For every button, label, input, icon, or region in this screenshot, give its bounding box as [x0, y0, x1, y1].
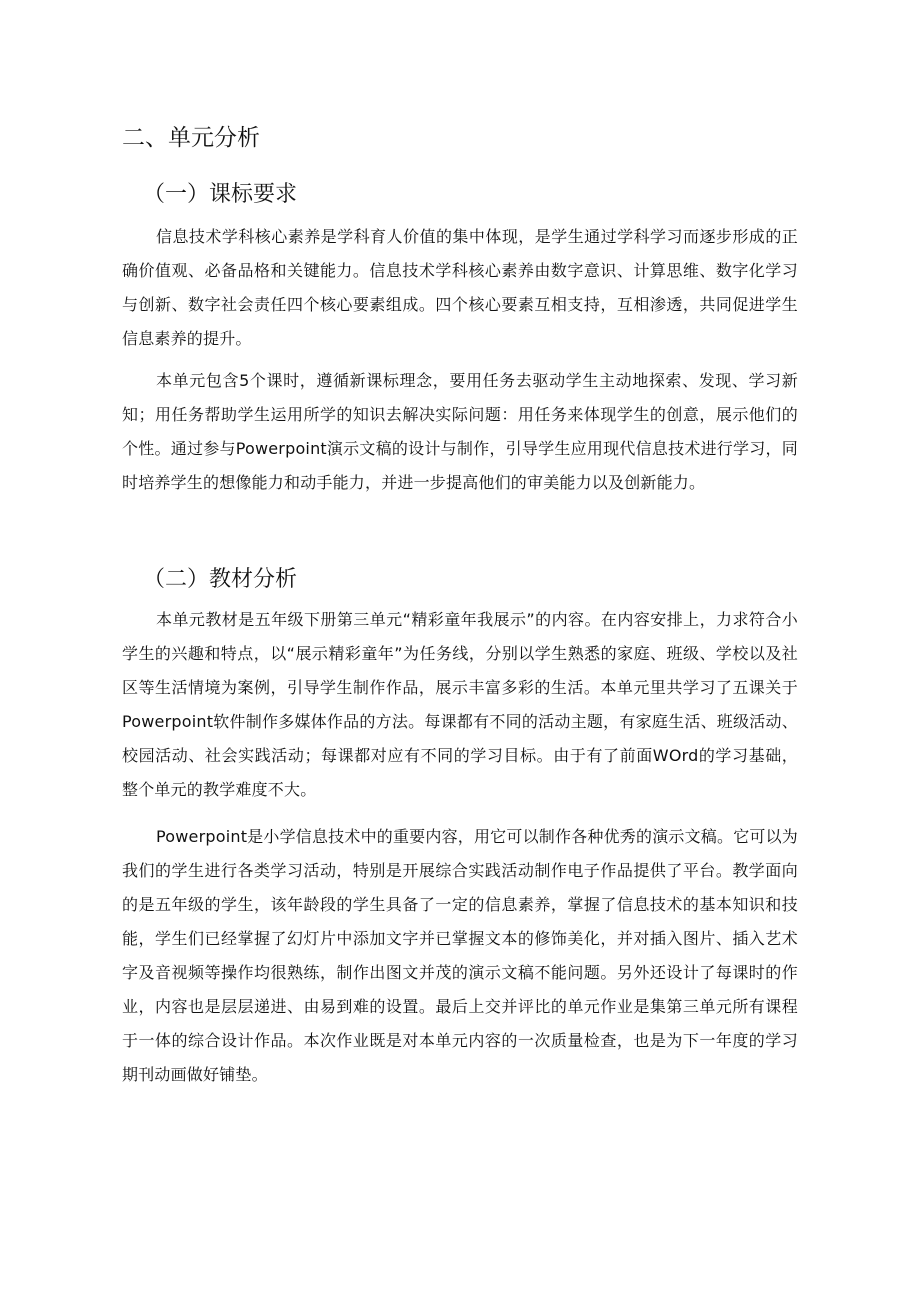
- paragraph: Powerpoint是小学信息技术中的重要内容，用它可以制作各种优秀的演示文稿。它可以为我们的学生进行各类学习活动，特别是开展综合实践活动制作电子作品提供了平台。教学面向的是五年级的学生，该年龄段的学生具备了一定的信息素养，掌握了信息技术的基本知识和技能，学生们已经掌握了幻灯片中添加文字并已掌握文本的修饰美化，并对插入图片、插入艺术字及音视频等操作均很熟练，制作出图文并茂的演示文稿不能问题。另外还设计了每课时的作业，内容也是层层递进、由易到难的设置。最后上交并评比的单元作业是集第三单元所有课程于一体的综合设计作品。本次作业既是对本单元内容的一次质量检查，也是为下一年度的学习期刊动画做好铺垫。: [122, 827, 798, 1084]
- paragraph: 本单元教材是五年级下册第三单元“精彩童年我展示”的内容。在内容安排上，力求符合小学生的兴趣和特点，以“展示精彩童年”为任务线，分别以学生熟悉的家庭、班级、学校以及社区等生活情境为案例，引导学生制作作品，展示丰富多彩的生活。本单元里共学习了五课关于Powerpoint软件制作多媒体作品的方法。每课都有不同的活动主题，有家庭生活、班级活动、校园活动、社会实践活动；每课都对应有不同的学习目标。由于有了前面WOrd的学习基础，整个单元的教学难度不大。: [122, 610, 798, 799]
- paragraph: 信息技术学科核心素养是学科育人价值的集中体现，是学生通过学科学习而逐步形成的正确价值观、必备品格和关键能力。信息技术学科核心素养由数字意识、计算思维、数字化学习与创新、数字社会责任四个核心要素组成。四个核心要素互相支持，互相渗透，共同促进学生信息素养的提升。: [122, 227, 798, 348]
- paragraph: 本单元包含5个课时，遵循新课标理念，要用任务去驱动学生主动地探索、发现、学习新知；用任务帮助学生运用所学的知识去解决实际问题：用任务来体现学生的创意，展示他们的个性。通过参与Powerpoint演示文稿的设计与制作，引导学生应用现代信息技术进行学习，同时培养学生的想像能力和动手能力，并进一步提高他们的审美能力以及创新能力。: [122, 371, 798, 492]
- subsection-heading-curriculum: （一）课标要求: [143, 182, 298, 207]
- section-title: 二、单元分析: [122, 125, 260, 151]
- subsection-heading-textbook: （二）教材分析: [143, 567, 298, 592]
